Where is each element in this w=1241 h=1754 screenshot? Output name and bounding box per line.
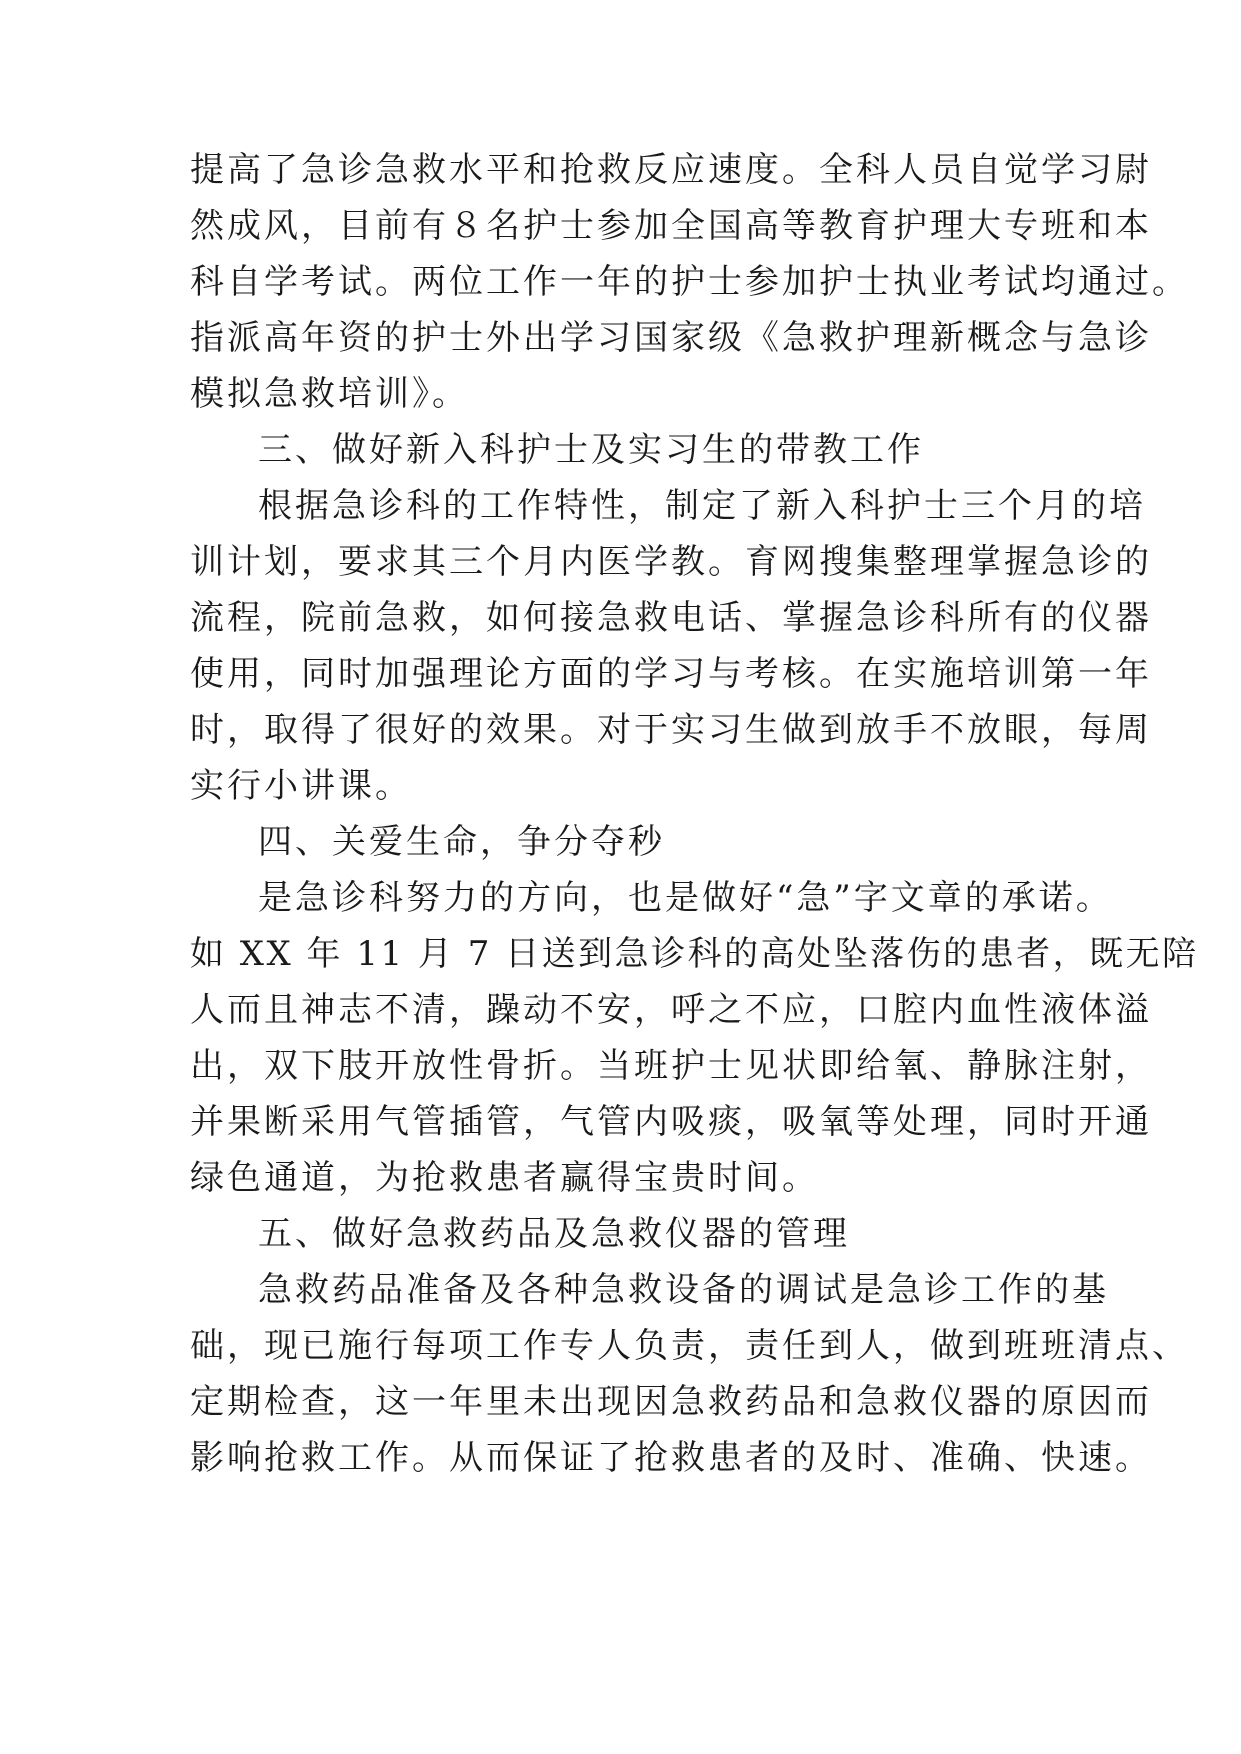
section-heading: 五、做好急救药品及急救仪器的管理: [258, 1214, 850, 1254]
text-line: 提高了急诊急救水平和抢救反应速度。全科人员自觉学习尉: [190, 150, 1152, 190]
text-line: 础，现已施行每项工作专人负责，责任到人，做到班班清点、: [190, 1326, 1189, 1366]
text-line: 影响抢救工作。从而保证了抢救患者的及时、准确、快速。: [190, 1438, 1152, 1478]
text-line: 实行小讲课。: [190, 766, 412, 806]
text-line: 模拟急救培训》。: [190, 374, 469, 414]
text-line: 如 XX 年 11 月 7 日送到急诊科的高处坠落伤的患者，既无陪: [190, 934, 1199, 974]
text-line: 定期检查，这一年里未出现因急救药品和急救仪器的原因而: [190, 1382, 1152, 1422]
text-line: 出，双下肢开放性骨折。当班护士见状即给氧、静脉注射，: [190, 1046, 1152, 1086]
text-line: 绿色通道，为抢救患者赢得宝贵时间。: [190, 1158, 819, 1198]
text-line: 时，取得了很好的效果。对于实习生做到放手不放眼，每周: [190, 710, 1152, 750]
section-heading: 四、关爱生命，争分夺秒: [258, 822, 665, 862]
text-line: 然成风，目前有８名护士参加全国高等教育护理大专班和本: [190, 206, 1152, 246]
text-line: 科自学考试。两位工作一年的护士参加护士执业考试均通过。: [190, 262, 1189, 302]
text-line: 使用，同时加强理论方面的学习与考核。在实施培训第一年: [190, 654, 1152, 694]
text-line: 训计划，要求其三个月内医学教。育网搜集整理掌握急诊的: [190, 542, 1152, 582]
text-line: 人而且神志不清，躁动不安，呼之不应，口腔内血性液体溢: [190, 990, 1152, 1030]
text-line: 急救药品准备及各种急救设备的调试是急诊工作的基: [258, 1270, 1109, 1310]
text-line: 根据急诊科的工作特性，制定了新入科护士三个月的培: [258, 486, 1146, 526]
text-line: 流程，院前急救，如何接急救电话、掌握急诊科所有的仪器: [190, 598, 1152, 638]
section-heading: 三、做好新入科护士及实习生的带教工作: [258, 430, 924, 470]
text-line: 并果断采用气管插管，气管内吸痰，吸氧等处理，同时开通: [190, 1102, 1152, 1142]
text-line: 是急诊科努力的方向，也是做好“急”字文章的承诺。: [258, 878, 1113, 918]
text-line: 指派高年资的护士外出学习国家级《急救护理新概念与急诊: [190, 318, 1152, 358]
